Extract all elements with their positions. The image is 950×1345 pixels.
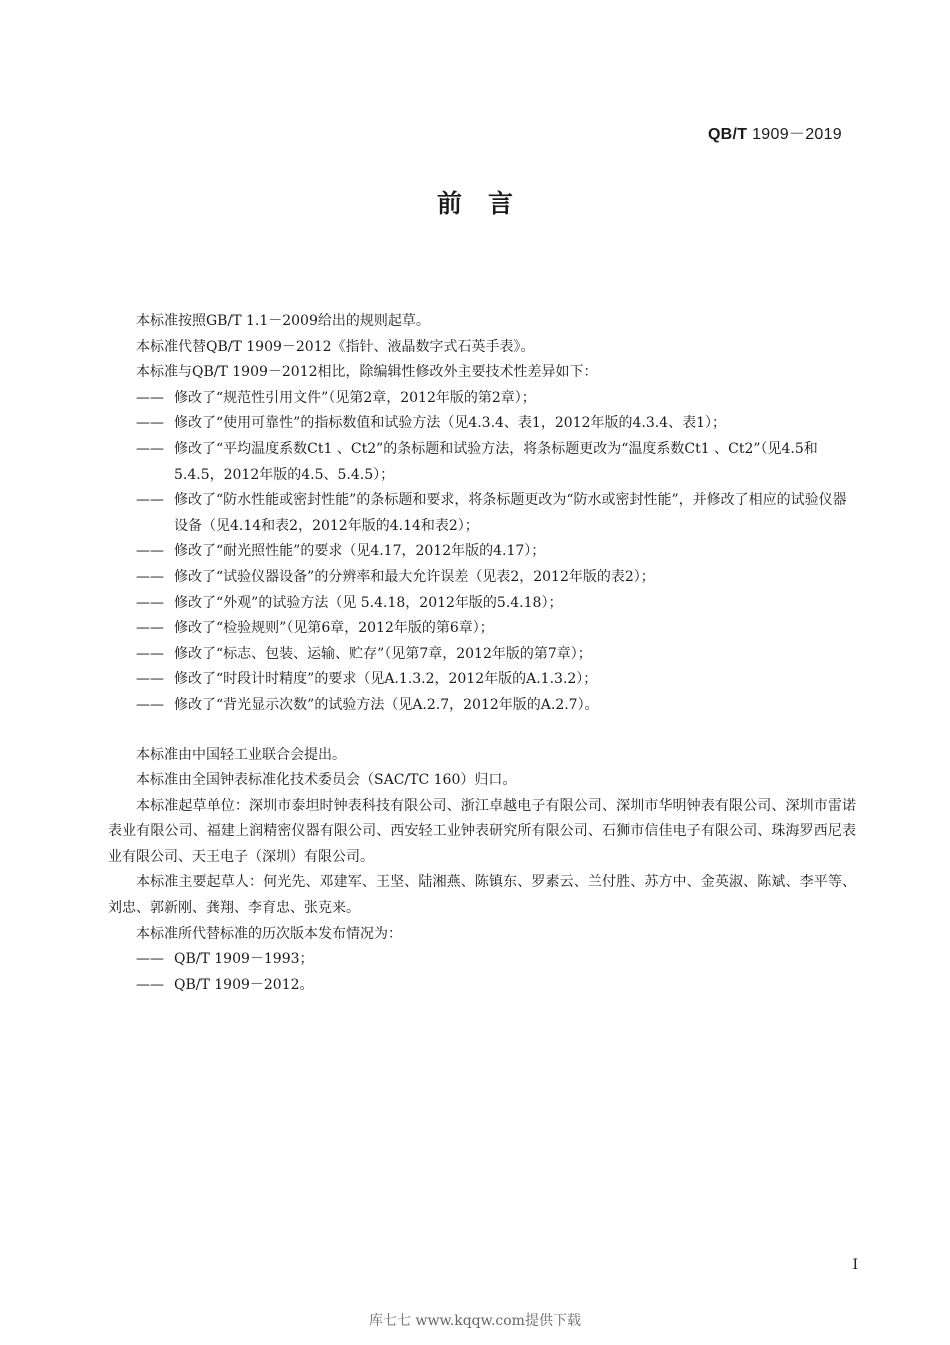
page-title: 前言 [436,189,539,218]
change-text: 修改了“试验仪器设备”的分辨率和最大允许误差（见表2，2012年版的表2）； [174,568,655,585]
dash: —— [136,696,164,713]
change-item [108,667,856,693]
dash: —— [136,645,164,662]
dash: —— [136,440,164,457]
history-item [108,947,856,973]
change-text: 修改了“检验规则”（见第6章，2012年版的第6章）； [174,620,494,637]
change-item [108,693,856,719]
paragraph: 本标准由中国轻工业联合会提出。 [136,746,346,763]
document-body [108,309,856,998]
dash: —— [136,543,164,560]
paragraph: 本标准与QB/T 1909－2012相比，除编辑性修改外主要技术性差异如下： [136,364,598,381]
download-footer: 库七七 www.kqqw.com提供下载 [369,1313,581,1329]
change-item [108,642,856,668]
dash: —— [136,568,164,585]
dash: —— [136,492,164,509]
change-text: 修改了“使用可靠性”的指标数值和试验方法（见4.3.4、表1，2012年版的4.3.4、表1）； [174,415,727,432]
dash: —— [136,620,164,637]
dash: —— [136,389,164,406]
history-text: QB/T 1909－2012。 [174,976,314,993]
change-item [108,539,856,565]
change-text: 修改了“标志、包装、运输、贮存”（见第7章，2012年版的第7章）； [174,645,592,662]
change-text: 修改了“时段计时精度”的要求（见A.1.3.2，2012年版的A.1.3.2）； [174,671,598,688]
dash: —— [136,976,164,993]
dash: —— [136,415,164,432]
change-text: 修改了“防水性能或密封性能”的条标题和要求，将条标题更改为“防水或密封性能”，并修改了相应的试验仪器设备（见4.14和表2，2012年版的4.14和表2）； [174,492,847,534]
change-text: 修改了“平均温度系数Ct1 、Ct2”的条标题和试验方法，将条标题更改为“温度系数Ct1 、Ct2”（见4.5和5.4.5，2012年版的4.5、5.4.5）； [174,440,818,483]
change-item [108,565,856,591]
dash: —— [136,594,164,611]
change-item [108,437,856,488]
dash: —— [136,671,164,688]
paragraph: 本标准起草单位：深圳市泰坦时钟表科技有限公司、浙江卓越电子有限公司、深圳市华明钟表有限公司、深圳市雷诺表业有限公司、福建上润精密仪器有限公司、西安轻工业钟表研究所有限公司、石狮市信佳电子有限公司、珠海罗西尼表业有限公司、天王电子（深圳）有限公司。 [108,797,856,865]
dash: —— [136,951,164,968]
standard-code [708,121,842,144]
change-text: 修改了“背光显示次数”的试验方法（见A.2.7，2012年版的A.2.7）。 [174,696,599,713]
change-text: 修改了“规范性引用文件”（见第2章，2012年版的第2章）； [174,389,536,406]
change-text: 修改了“耐光照性能”的要求（见4.17，2012年版的4.17）； [174,543,546,560]
standard-code-number: 1909－2019 [752,126,842,143]
history-item [108,973,856,999]
paragraph: 本标准由全国钟表标准化技术委员会（SAC/TC 160）归口。 [136,772,517,789]
change-item [108,616,856,642]
paragraph: 本标准所代替标准的历次版本发布情况为： [136,925,402,942]
paragraph: 本标准按照GB/T 1.1－2009给出的规则起草。 [136,313,430,329]
change-item [108,411,856,437]
change-item [108,488,856,539]
change-item [108,591,856,617]
page-number: I [852,1257,858,1273]
paragraph: 本标准主要起草人：何光先、邓建军、王坚、陆湘燕、陈镇东、罗素云、兰付胜、苏方中、金英淑、陈斌、李平等、刘忠、郭新刚、龚翔、李育忠、张克来。 [108,874,856,917]
change-text: 修改了“外观”的试验方法（见 5.4.18，2012年版的5.4.18）； [174,594,563,611]
paragraph: 本标准代替QB/T 1909－2012《指针、液晶数字式石英手表》。 [136,338,535,355]
history-text: QB/T 1909－1993； [174,951,314,968]
spacer [108,719,856,743]
standard-code-prefix: QB/T [707,126,748,143]
change-item [108,386,856,412]
